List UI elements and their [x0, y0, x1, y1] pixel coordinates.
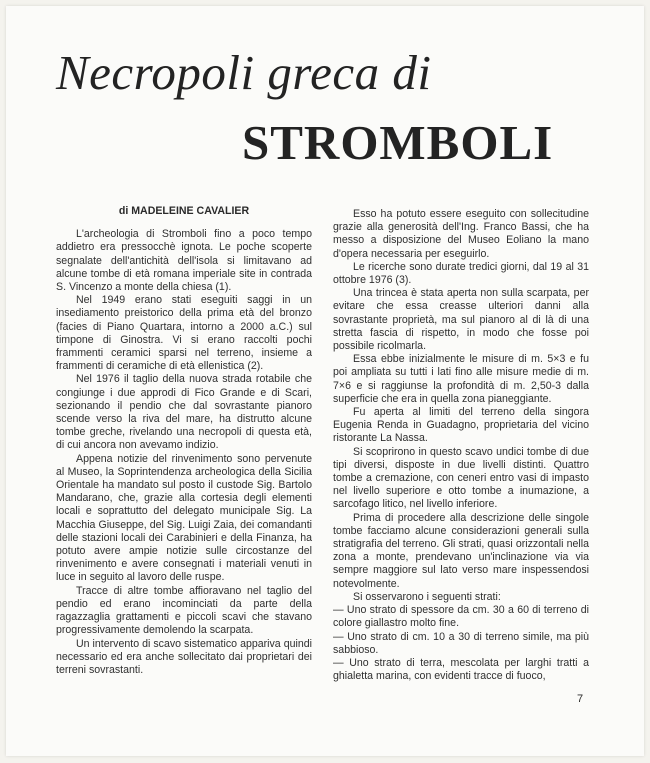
paragraph: Un intervento di scavo sistematico appariva quindi necessario ed era anche sollecitato dai proprietari dei terreni sovrastanti.	[56, 637, 312, 676]
author-byline: di MADELEINE CAVALIER	[118, 205, 250, 217]
page-number: 7	[577, 693, 584, 705]
right-column	[333, 208, 589, 683]
title-line-1: Necropoli greca di	[56, 45, 432, 100]
paragraph: Tracce di altre tombe affioravano nel taglio del pendio ed erano incominciati da parte della ragazzaglia grattamenti e piccoli scavi che stavano progressivamente demolendo la scarpata.	[56, 584, 312, 637]
list-item: — Uno strato di terra, mescolata per larghi tratti a ghialetta marina, con evidenti tracce di fuoco,	[333, 656, 589, 683]
list-item: — Uno strato di spessore da cm. 30 a 60 di terreno di colore giallastro molto fine.	[333, 604, 589, 630]
paragraph: Nel 1949 erano stati eseguiti saggi in un insediamento preistorico della prima età del bronzo (facies di Piano Quartara, intorno a 2000 a.C.) sul timpone di Ginostra. Vi si erano raccolti pochi frammenti ceramici sparsi nel terreno, insieme a frammenti di ceramiche di età ellenistica (2).	[56, 294, 312, 373]
paragraph: Appena notizie del rinvenimento sono pervenute al Museo, la Soprintendenza archeologica della Sicilia Orientale ha mandato sul posto il custode Sig. Bartolo Mandarano, che, grazie alla cortesia degli elementi locali e soprattutto del delegato municipale Sig. La Macchia Giuseppe, del Sig. Luigi Zaia, dei comandanti delle stazioni locali dei Carabinieri e della Finanza, ha potuto avere ampie notizie sulle circostanze del rinvenimento e avere consegnati i materiali venuti in luce in seguito al lavoro delle ruspe.	[56, 452, 312, 584]
list-item: — Uno strato di cm. 10 a 30 di terreno simile, ma più sabbioso.	[333, 630, 589, 656]
paragraph: Le ricerche sono durate tredici giorni, dal 19 al 31 ottobre 1976 (3).	[333, 260, 589, 287]
paragraph: Si scoprirono in questo scavo undici tombe di due tipi diversi, disposte in due livelli distinti. Quattro tombe a cremazione, con ceneri entro vasi di impasto nel livello superiore e otto tombe a inumazione, a sarcofago litico, nel livello inferiore.	[333, 445, 589, 511]
paragraph: Si osservarono i seguenti strati:	[353, 590, 501, 603]
paragraph: L'archeologia di Stromboli fino a poco tempo addietro era pressocchè ignota. Le poche scoperte segnalate dell'antichità dell'isola si limitavano ad alcune tombe di età romana imperiale site in contrada S. Vincenzo a monte della chiesa (1).	[56, 228, 312, 294]
paragraph: Prima di procedere alla descrizione delle singole tombe facciamo alcune considerazioni generali sulla stratigrafia del terreno. Gli strati, quasi orizzontali nella zona a monte, prendevano un'inclinazione via via sempre maggiore sul lato verso mare inspessendosi notevolmente.	[333, 511, 589, 590]
title-line-2: STROMBOLI	[242, 115, 554, 170]
paragraph: Essa ebbe inizialmente le misure di m. 5×3 e fu poi ampliata su tutti i lati fino alle misure medie di m. 7×6 e si raggiunse la profondità di m. 2,50-3 dalla superficie che era in quella zona pianeggiante.	[333, 353, 589, 405]
left-column	[56, 205, 312, 677]
paragraph: Nel 1976 il taglio della nuova strada rotabile che congiunge i due approdi di Fico Grande e di Scari, sezionando il pendio che dal sovrastante pianoro scende verso la riva del mare, ha distrutto alcune tombe greche, rivelando una necropoli di questa età, di cui ancora non avevamo indizio.	[56, 373, 312, 452]
paragraph: Una trincea è stata aperta non sulla scarpata, per evitare che essa creasse ulteriori danni alla sovrastante proprietà, ma sul pianoro al di là di una stretta fascia di rispetto, in modo che fosse poi possibile ricolmarla.	[333, 287, 589, 353]
paragraph: Fu aperta al limiti del terreno della singora Eugenia Renda in Guadagno, proprietaria del vicino ristorante La Nassa.	[333, 406, 589, 445]
paragraph: Esso ha potuto essere eseguito con sollecitudine grazie alla generosità dell'Ing. Franco Bassi, che ha messo a disposizione del Museo Eoliano la mano d'opera necessaria per eseguirlo.	[333, 208, 589, 260]
